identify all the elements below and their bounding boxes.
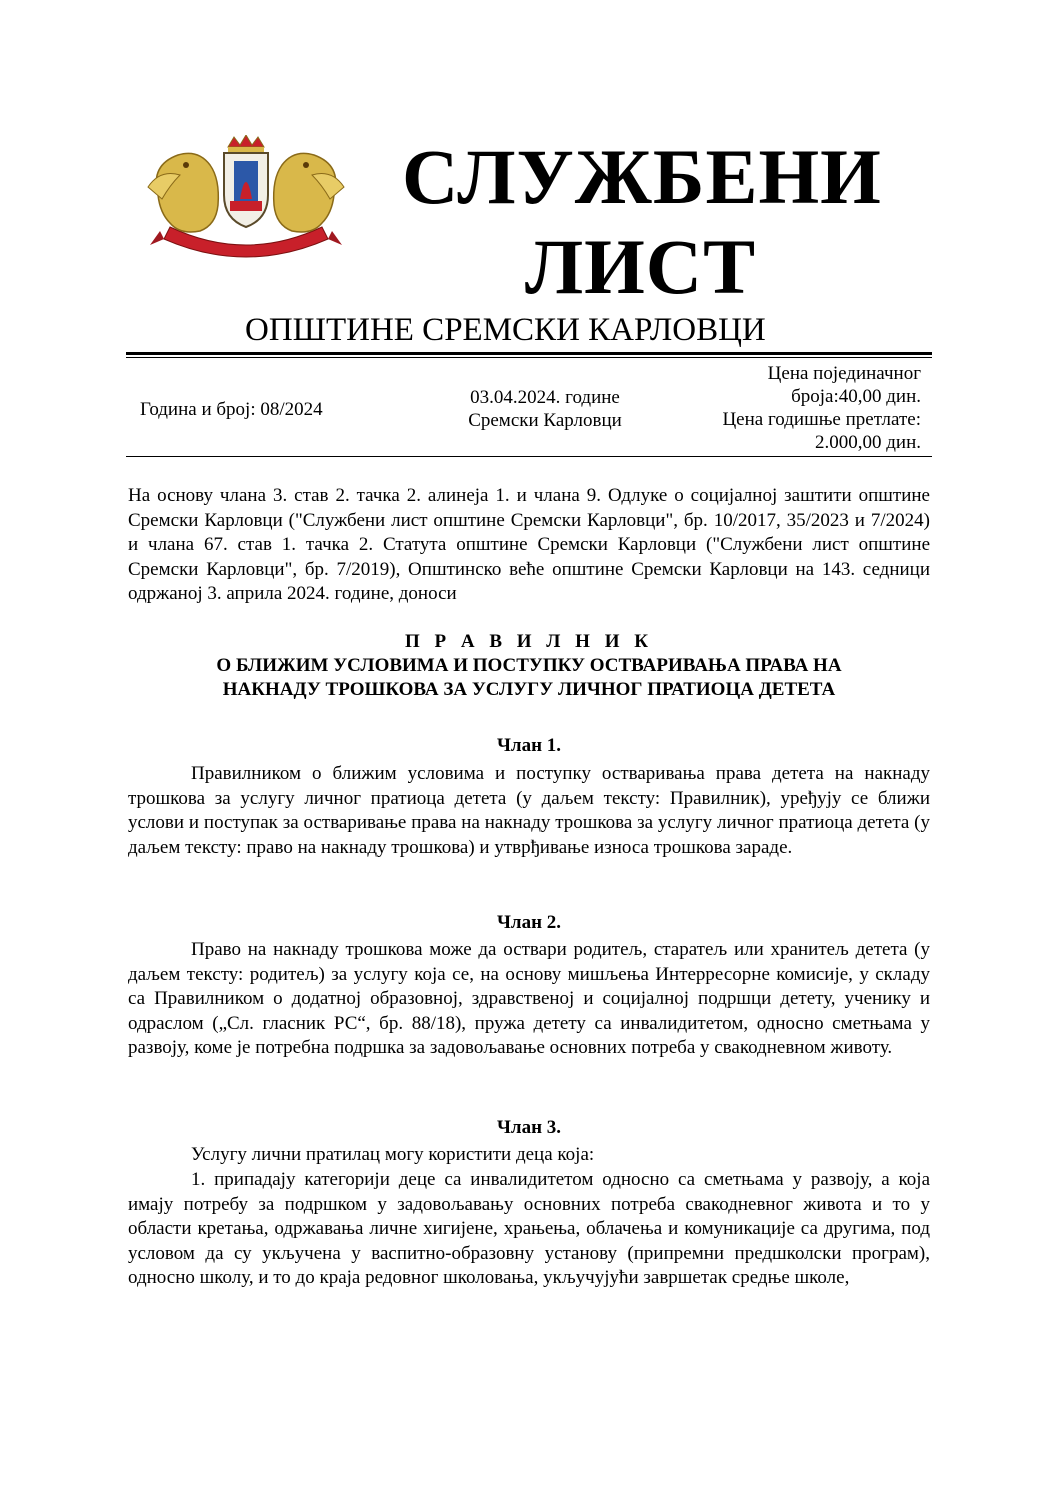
coat-of-arms-emblem — [140, 135, 352, 270]
preamble-paragraph: На основу члана 3. став 2. тачка 2. алинеја 1. и члана 9. Одлуке о социјалној заштити општине Сремски Карловци ("Службени лист општине Сремски Карловци", бр. 10/2017, 35/2023 и 7/2024) и члана 67. став 1. тачка 2. Статута општине Сремски Карловци ("Службени лист општине Сремски Карловци", бр. 7/2019), Општинско веће општине Сремски Карловци на 143. седници одржаној 3. априла 2024. године, доноси — [128, 485, 930, 605]
price-single-line2: броја:40,00 дин. — [791, 386, 921, 407]
price-annual-line2: 2.000,00 дин. — [814, 432, 921, 453]
document-title-line3: НАКНАДУ ТРОШКОВА ЗА УСЛУГУ ЛИЧНОГ ПРАТИОЦА ДЕТЕТА — [222, 679, 836, 700]
document-title-line1: П Р А В И Л Н И К — [404, 631, 654, 652]
article-1-heading: Члан 1. — [496, 735, 562, 756]
document-title-line2: О БЛИЖИМ УСЛОВИМА И ПОСТУПКУ ОСТВАРИВАЊА ПРАВА НА — [216, 655, 842, 676]
article-2-text: Право на накнаду трошкова може да оствари родитељ, старатељ или хранитељ детета (у даљем тексту: родитељ) за услугу која се, на основу мишљења Интерресорне комисије, у складу са Правилником о додатној образовној, здравственој и социјалној подршци детету, ученику и одраслом („Сл. гласник РС“, бр. 88/18), пружа детету са инвалидитетом, односно сметњама у развоју, коме је потребна подршка за задовољавање основних потреба у свакодневном животу. — [128, 939, 930, 1059]
article-2-heading: Члан 2. — [496, 912, 562, 933]
price-annual-line1: Цена годишње претлате: — [722, 409, 921, 430]
issue-date-place — [440, 386, 650, 432]
issue-place: Сремски Карловци — [468, 410, 622, 431]
issue-number: Година и број: 08/2024 — [140, 399, 323, 420]
document-title — [128, 630, 930, 702]
price-single-line1: Цена појединачног — [767, 363, 921, 384]
masthead-rule — [126, 352, 932, 355]
article-3-text: Услугу лични пратилац могу користити деца која: — [191, 1144, 595, 1165]
article-3-item-1: 1. припадају категорији деце са инвалидитетом односно са сметњама у развоју, а која имају потребу за подршком у задовољавању основних потреба свакодневног живота и то у области кретања, одржавања личне хигијене, храњења, облачења и комуникације са другима, под условом да су укључена у васпитно-образовну установу (припремни предшколски програм), односно школу, и то до краја редовног школовања, укључујући завршетак средње школе, — [128, 1169, 930, 1289]
masthead-rule-thin — [126, 357, 932, 358]
masthead-title-line2: ЛИСТ — [525, 223, 757, 310]
masthead-subtitle: ОПШТИНЕ СРЕМСКИ КАРЛОВЦИ — [245, 312, 766, 348]
article-1-text: Правилником о ближим условима и поступку остваривања права детета на накнаду трошкова за услугу личног пратиоца детета (у даљем тексту: Правилник), уређују се ближи услови и поступак за остваривање права на накнаду трошкова за услугу личног пратиоца детета (у даљем тексту: право на накнаду трошкова) и утврђивање износа трошкова зараде. — [128, 763, 930, 858]
masthead-title-line1: СЛУЖБЕНИ — [402, 133, 882, 220]
price-info — [722, 362, 921, 454]
issue-date: 03.04.2024. године — [470, 387, 620, 408]
info-bottom-rule — [126, 456, 932, 457]
article-3-heading: Члан 3. — [496, 1117, 562, 1138]
